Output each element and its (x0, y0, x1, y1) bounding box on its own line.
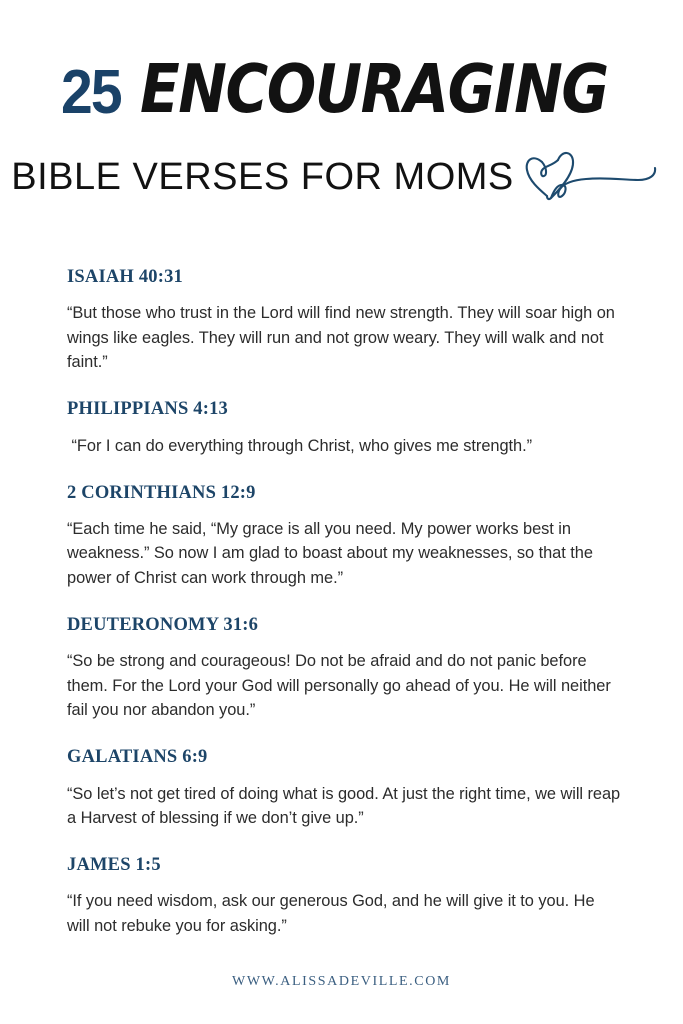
verse-reference: DEUTERONOMY 31:6 (67, 615, 259, 635)
page-title (40, 50, 643, 129)
website-url[interactable]: WWW.ALISSADEVILLE.COM (232, 974, 451, 989)
verse-reference: JAMES 1:5 (67, 855, 161, 876)
verse-body: “So be strong and courageous! Do not be afraid and do not panic before them. For the Lord your God will personally go ahead of you. He will neither fail you nor abandon you.” (67, 652, 616, 719)
verse-item (67, 399, 621, 458)
verse-item (67, 855, 621, 938)
verse-body: “For I can do everything through Christ, who gives me strength.” (67, 436, 533, 455)
verse-item (67, 267, 621, 374)
verse-item (67, 483, 621, 590)
verse-body: “Each time he said, “My grace is all you need. My power works best in weakness.” So now I am glad to boast about my weaknesses, so that the power of Christ can work through me.” (67, 520, 598, 587)
heart-swirl-icon (520, 144, 672, 209)
verse-count-number: 25 (60, 58, 121, 127)
verse-reference: 2 CORINTHIANS 12:9 (67, 482, 256, 503)
page-header (0, 0, 683, 209)
verse-body: “But those who trust in the Lord will find new strength. They will soar high on wings like eagles. They will run and not grow weary. They will walk and not faint.” (67, 304, 620, 371)
verse-reference: PHILIPPIANS 4:13 (67, 399, 228, 420)
verse-body: “So let’s not get tired of doing what is good. At just the right time, we will reap a Harvest of blessing if we don’t give up.” (67, 784, 625, 827)
verse-item (67, 615, 621, 722)
page-subtitle: BIBLE VERSES FOR MOMS (11, 155, 514, 198)
verse-reference: GALATIANS 6:9 (67, 747, 208, 768)
verse-reference: ISAIAH 40:31 (67, 267, 183, 287)
page-subtitle-row (11, 144, 643, 209)
page-footer (0, 972, 683, 990)
title-word-encouraging: ENCOURAGING (139, 50, 608, 129)
verse-list (0, 267, 683, 938)
verse-item (67, 747, 625, 830)
verse-body: “If you need wisdom, ask our generous God, and he will give it to you. He will not rebuke you for asking.” (67, 892, 600, 935)
